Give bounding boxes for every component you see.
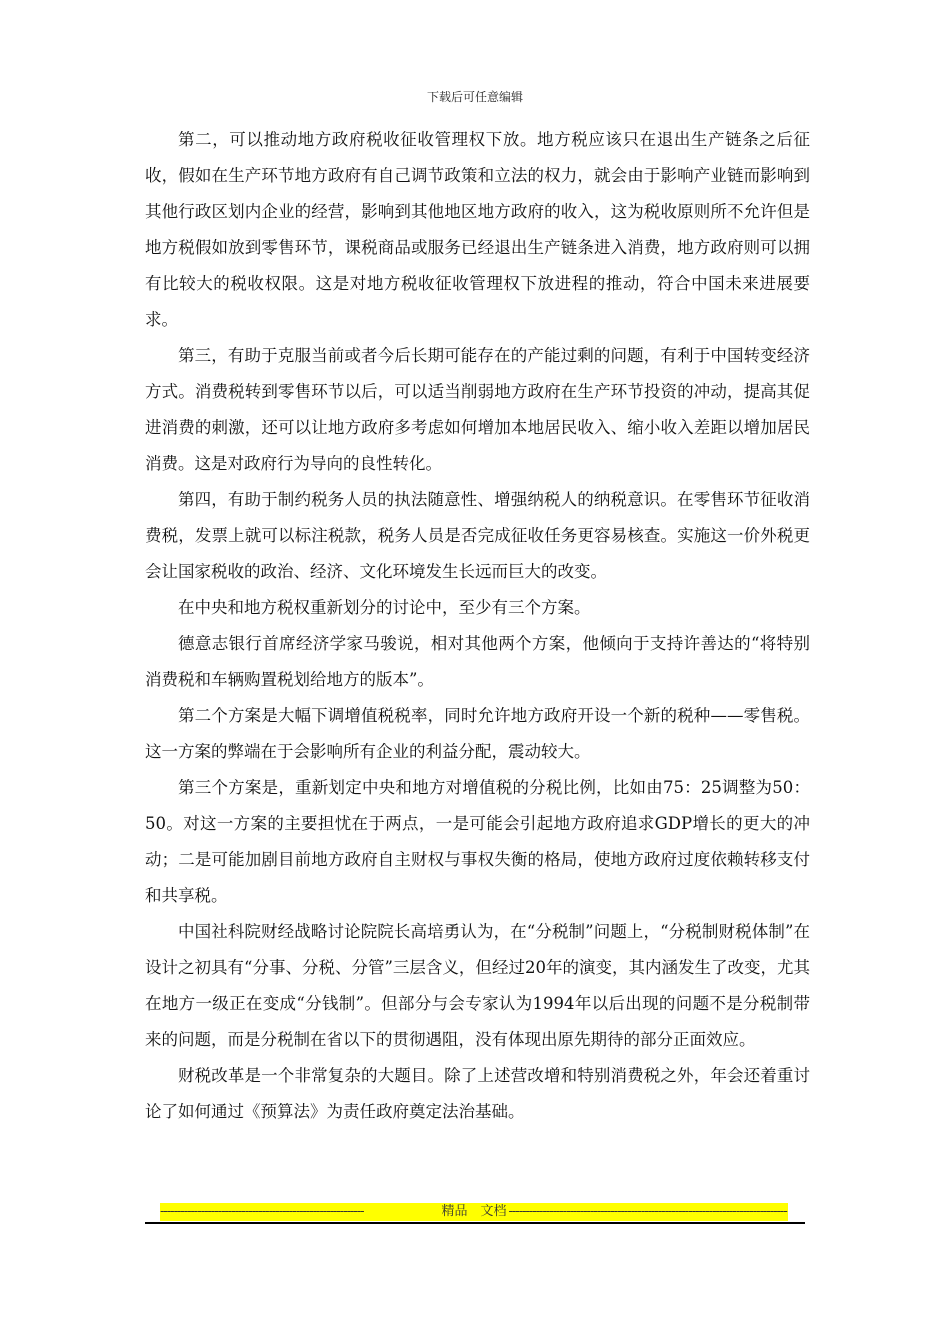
footer-banner bbox=[160, 1203, 788, 1221]
footer-rule bbox=[145, 1222, 805, 1224]
paragraph: 第三，有助于克服当前或者今后长期可能存在的产能过剩的问题，有利于中国转变经济方式。消费税转到零售环节以后，可以适当削弱地方政府在生产环节投资的冲动，提高其促进消费的刺激，还可以让地方政府多考虑如何增加本地居民收入、缩小收入差距以增加居民消费。这是对政府行为导向的良性转化。 bbox=[145, 346, 810, 473]
paragraph: 财税改革是一个非常复杂的大题目。除了上述营改增和特别消费税之外，年会还着重讨论了如何通过《预算法》为责任政府奠定法治基础。 bbox=[145, 1066, 810, 1121]
paragraph: 在中央和地方税权重新划分的讨论中，至少有三个方案。 bbox=[178, 598, 591, 617]
page-header: 下载后可任意编辑 bbox=[426, 90, 523, 104]
paragraph: 中国社科院财经战略讨论院院长高培勇认为，在“分税制”问题上，“分税制财税体制”在设计之初具有“分事、分税、分管”三层含义，但经过20年的演变，其内涵发生了改变，尤其在地方一级正在变成“分钱制”。但部分与会专家认为1994年以后出现的问题不是分税制带来的问题，而是分税制在省以下的贯彻遇阻，没有体现出原先期待的部分正面效应。 bbox=[145, 922, 810, 1049]
footer-right-dashes: ---------------------------------------------------------------------------------- bbox=[508, 1204, 787, 1219]
footer-left-dashes: ------------------------------------------------------------ bbox=[160, 1204, 364, 1219]
paragraph: 第三个方案是，重新划定中央和地方对增值税的分税比例，比如由75：25调整为50：50。对这一方案的主要担忧在于两点，一是可能会引起地方政府追求GDP增长的更大的冲动；二是可能加剧目前地方政府自主财权与事权失衡的格局，使地方政府过度依赖转移支付和共享税。 bbox=[145, 778, 810, 905]
document-body bbox=[145, 122, 810, 1130]
paragraph: 德意志银行首席经济学家马骏说，相对其他两个方案，他倾向于支持许善达的“将特别消费税和车辆购置税划给地方的版本”。 bbox=[145, 634, 810, 689]
footer-label: 精品 文档 bbox=[441, 1204, 507, 1219]
paragraph: 第四，有助于制约税务人员的执法随意性、增强纳税人的纳税意识。在零售环节征收消费税，发票上就可以标注税款，税务人员是否完成征收任务更容易核查。实施这一价外税更会让国家税收的政治、经济、文化环境发生长远而巨大的改变。 bbox=[145, 490, 810, 581]
paragraph: 第二，可以推动地方政府税收征收管理权下放。地方税应该只在退出生产链条之后征收，假如在生产环节地方政府有自己调节政策和立法的权力，就会由于影响产业链而影响到其他行政区划内企业的经营，影响到其他地区地方政府的收入，这为税收原则所不允许但是地方税假如放到零售环节，课税商品或服务已经退出生产链条进入消费，地方政府则可以拥有比较大的税收权限。这是对地方税收征收管理权下放进程的推动，符合中国未来进展要求。 bbox=[145, 130, 810, 329]
paragraph: 第二个方案是大幅下调增值税税率，同时允许地方政府开设一个新的税种——零售税。这一方案的弊端在于会影响所有企业的利益分配，震动较大。 bbox=[145, 706, 810, 761]
